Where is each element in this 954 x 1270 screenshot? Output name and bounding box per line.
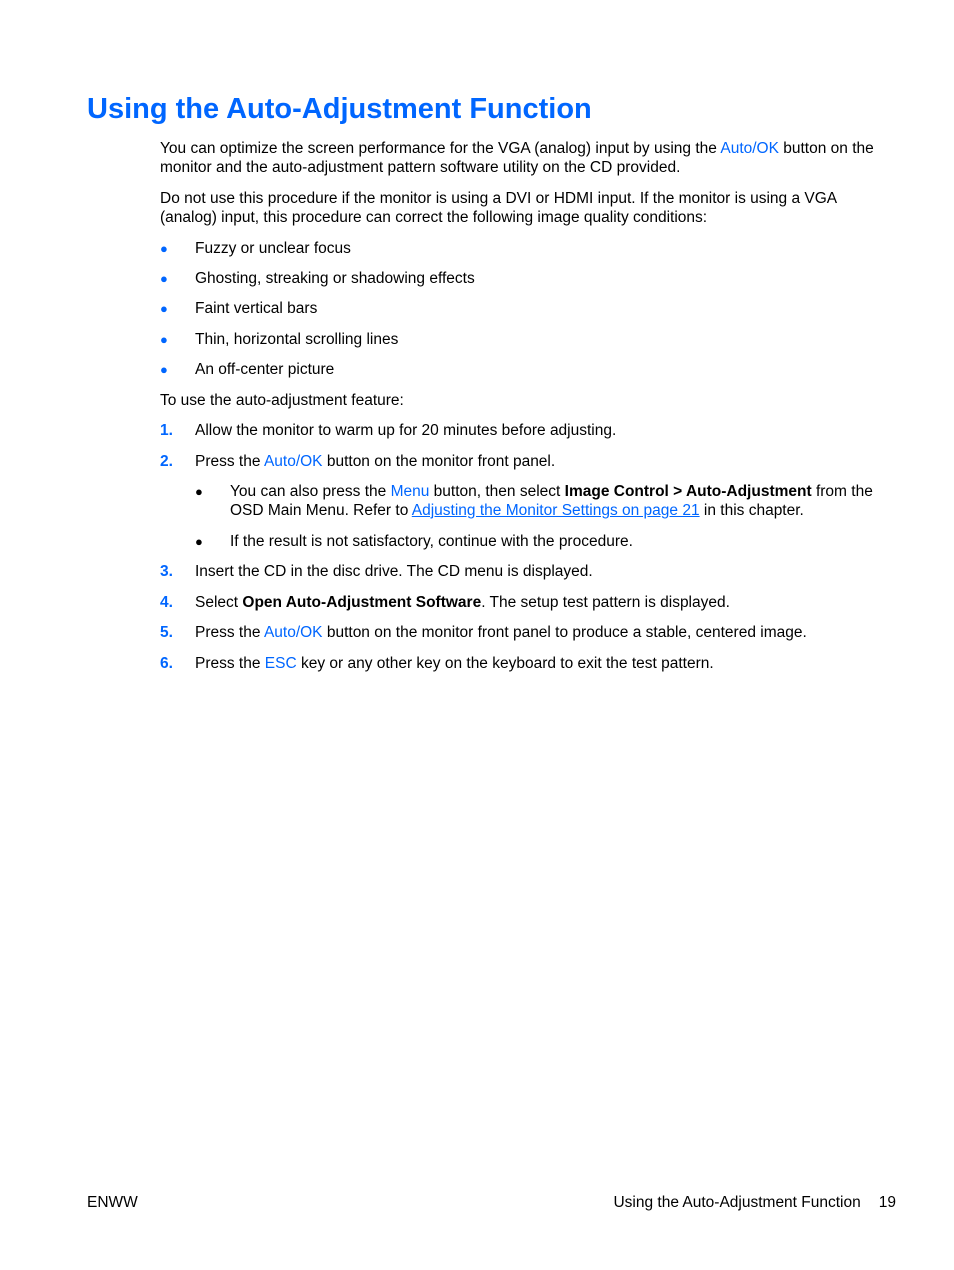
list-item-text: Faint vertical bars [195, 300, 318, 317]
bullet-icon: ● [195, 484, 203, 499]
list-item-text: An off-center picture [195, 361, 335, 378]
step-6 [160, 654, 890, 673]
step-4 [160, 593, 890, 612]
subitem-text-part: You can also press the [230, 483, 391, 500]
step-text-part: key or any other key on the keyboard to exit the test pattern. [296, 655, 714, 672]
list-item [160, 299, 890, 318]
step-text [195, 593, 890, 612]
step-number: 2. [160, 453, 173, 470]
step-text [195, 623, 890, 642]
step-3 [160, 562, 890, 581]
list-item [160, 330, 890, 349]
list-item [160, 269, 890, 288]
bullet-icon: ● [160, 241, 168, 256]
step-number: 1. [160, 422, 173, 439]
step-text: Insert the CD in the disc drive. The CD menu is displayed. [195, 563, 593, 580]
page-number: 19 [878, 1194, 896, 1211]
bullet-icon: ● [160, 362, 168, 377]
subitem-text-part: button, then select [429, 483, 565, 500]
step-number: 4. [160, 594, 173, 611]
list-item-text: Fuzzy or unclear focus [195, 240, 351, 257]
menu-path: Image Control > Auto-Adjustment [564, 483, 812, 500]
step-number: 3. [160, 563, 173, 580]
step-text-part: Select [195, 594, 243, 611]
intro-paragraph-1 [160, 139, 890, 177]
subitem-text: If the result is not satisfactory, continue with the procedure. [230, 533, 633, 550]
auto-ok-key-label: Auto/OK [263, 624, 323, 641]
subitem-text [230, 482, 895, 520]
step-text-part: Press the [195, 624, 264, 641]
step-text-part: Press the [195, 655, 265, 672]
list-item-text: Ghosting, streaking or shadowing effects [195, 270, 475, 287]
esc-key-label: ESC [264, 655, 297, 672]
step-text [195, 654, 890, 673]
step-2 [160, 452, 890, 471]
subitem-text-part: from the OSD Main Menu. Refer to [230, 483, 873, 519]
list-item [160, 360, 890, 379]
footer-title: Using the Auto-Adjustment Function [613, 1194, 861, 1211]
subitem-text-part: in this chapter. [699, 502, 804, 519]
footer-left: ENWW [87, 1194, 138, 1211]
auto-ok-key-label: Auto/OK [720, 140, 779, 157]
step-1 [160, 421, 890, 440]
step-text: Allow the monitor to warm up for 20 minutes before adjusting. [195, 422, 617, 439]
monitor-settings-link[interactable]: Adjusting the Monitor Settings on page 21 [411, 502, 700, 519]
page-title: Using the Auto-Adjustment Function [87, 93, 592, 125]
auto-ok-key-label: Auto/OK [263, 453, 323, 470]
step-text-part: . The setup test pattern is displayed. [481, 594, 730, 611]
step-text-part: button on the monitor front panel to produce a stable, centered image. [322, 624, 807, 641]
intro-text: You can optimize the screen performance for the VGA (analog) input by using the [160, 140, 721, 157]
step-5 [160, 623, 890, 642]
software-name: Open Auto-Adjustment Software [242, 594, 482, 611]
step-2-subitem-2 [195, 532, 895, 551]
menu-key-label: Menu [390, 483, 430, 500]
step-text-part: button on the monitor front panel. [322, 453, 556, 470]
step-text-part: Press the [195, 453, 264, 470]
list-item-text: Thin, horizontal scrolling lines [195, 331, 399, 348]
bullet-icon: ● [195, 534, 203, 549]
bullet-icon: ● [160, 271, 168, 286]
steps-intro: To use the auto-adjustment feature: [160, 392, 404, 409]
bullet-icon: ● [160, 332, 168, 347]
intro-paragraph-2: Do not use this procedure if the monitor is using a DVI or HDMI input. If the monitor is using a VGA (analog) input, this procedure can correct the following image quality conditions: [160, 190, 837, 226]
step-2-subitem-1 [195, 482, 895, 520]
step-text [195, 452, 890, 471]
intro-text: button on the monitor and the auto-adjustment pattern software utility on the CD provided. [160, 140, 874, 176]
list-item [160, 239, 890, 258]
step-number: 6. [160, 655, 173, 672]
bullet-icon: ● [160, 301, 168, 316]
footer-right [613, 1193, 896, 1212]
step-number: 5. [160, 624, 173, 641]
